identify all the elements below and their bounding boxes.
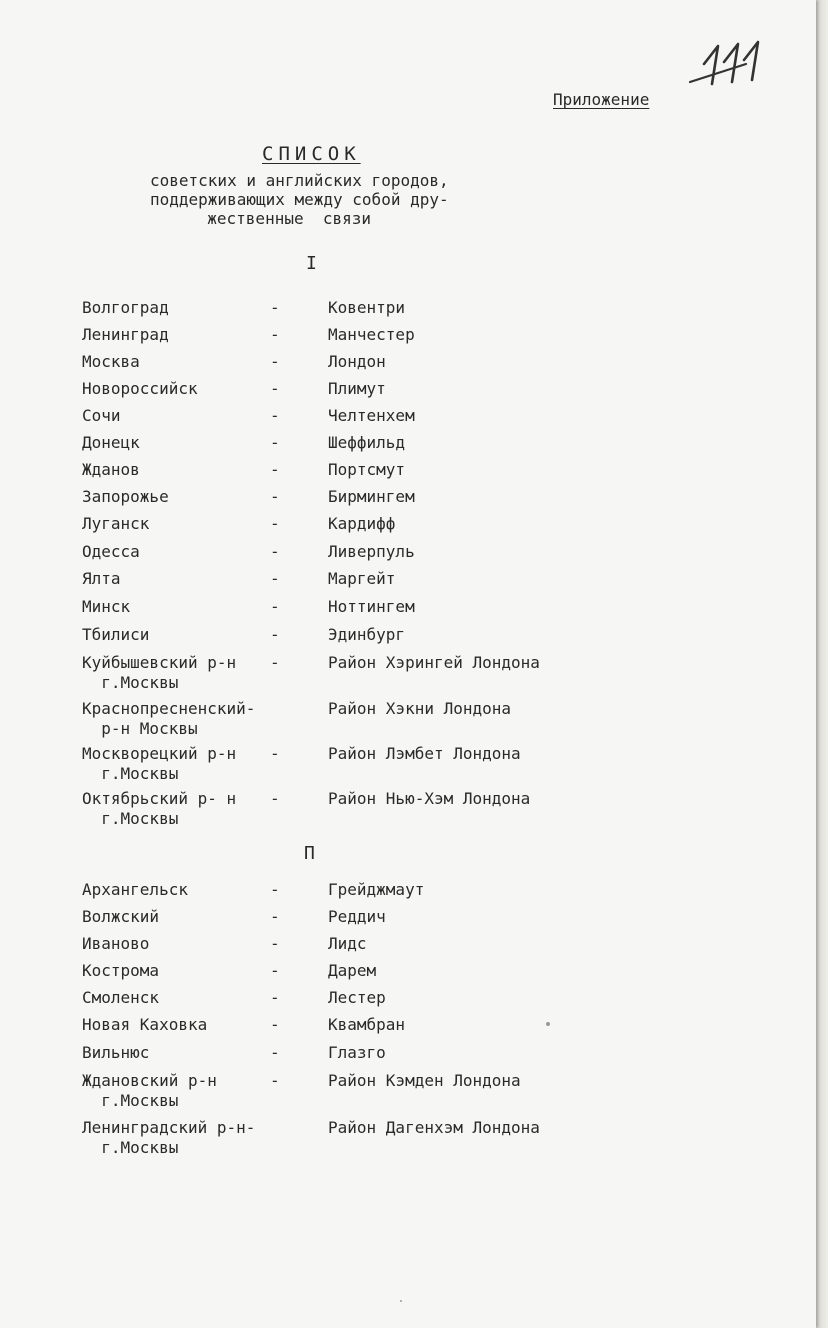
pair-dash: -: [270, 597, 280, 616]
section-heading-2: П: [304, 843, 315, 864]
soviet-city: Вильнюс: [82, 1043, 150, 1062]
british-city: Портсмут: [328, 460, 406, 479]
soviet-city: Смоленск: [82, 988, 160, 1007]
soviet-city: Жданов: [82, 460, 140, 479]
british-city: Грейджмаут: [328, 880, 425, 899]
pair-dash: -: [270, 352, 280, 371]
soviet-city: Москворецкий р-н г.Москвы: [82, 744, 237, 783]
pair-dash: -: [270, 379, 280, 398]
british-city: Шеффильд: [328, 433, 406, 452]
pair-dash: -: [270, 433, 280, 452]
soviet-city: Ждановский р-н г.Москвы: [82, 1071, 217, 1110]
british-city: Квамбран: [328, 1015, 406, 1034]
british-city: Маргейт: [328, 569, 396, 588]
british-city: Кардифф: [328, 514, 396, 533]
soviet-city: Волжский: [82, 907, 160, 926]
soviet-city: Архангельск: [82, 880, 188, 899]
pair-dash: -: [270, 487, 280, 506]
section-heading-1: I: [306, 253, 317, 274]
soviet-city: Запорожье: [82, 487, 169, 506]
british-city: Район Лэмбет Лондона: [328, 744, 521, 763]
soviet-city: Кострома: [82, 961, 160, 980]
british-city: Лондон: [328, 352, 386, 371]
soviet-city: Одесса: [82, 542, 140, 561]
british-city: Манчестер: [328, 325, 415, 344]
pair-dash: -: [270, 1015, 280, 1034]
subtitle-line: жественные связи: [188, 209, 372, 228]
pair-dash: -: [270, 988, 280, 1007]
pair-dash: -: [270, 789, 280, 808]
appendix-label: Приложение: [553, 90, 650, 109]
british-city: Район Нью-Хэм Лондона: [328, 789, 531, 808]
british-city: Район Хэкни Лондона: [328, 699, 512, 718]
subtitle-line: поддерживающих между собой дру-: [150, 190, 449, 209]
soviet-city: Волгоград: [82, 298, 169, 317]
british-city: Бирмингем: [328, 487, 415, 506]
british-city: Эдинбург: [328, 625, 406, 644]
british-city: Ковентри: [328, 298, 406, 317]
pair-dash: -: [270, 460, 280, 479]
pair-dash: -: [270, 961, 280, 980]
british-city: Ноттингем: [328, 597, 415, 616]
pair-dash: -: [270, 1071, 280, 1090]
pair-dash: -: [270, 325, 280, 344]
soviet-city: Тбилиси: [82, 625, 150, 644]
soviet-city: Новая Каховка: [82, 1015, 208, 1034]
british-city: Плимут: [328, 379, 386, 398]
british-city: Район Кэмден Лондона: [328, 1071, 521, 1090]
british-city: Реддич: [328, 907, 386, 926]
soviet-city: Ленинград: [82, 325, 169, 344]
pair-dash: -: [270, 907, 280, 926]
pair-dash: -: [270, 406, 280, 425]
soviet-city: Иваново: [82, 934, 150, 953]
soviet-city: Сочи: [82, 406, 121, 425]
paper-speck: [400, 1300, 402, 1302]
soviet-city: Краснопресненский- р-н Москвы: [82, 699, 256, 738]
pair-dash: -: [270, 625, 280, 644]
pair-dash: -: [270, 542, 280, 561]
document-subtitle: [150, 171, 530, 228]
pair-dash: -: [270, 514, 280, 533]
paper-edge: [816, 0, 828, 1328]
paper-speck: [546, 1022, 550, 1026]
soviet-city: Куйбышевский р-н г.Москвы: [82, 653, 237, 692]
pair-dash: -: [270, 298, 280, 317]
british-city: Глазго: [328, 1043, 386, 1062]
pair-dash: -: [270, 744, 280, 763]
soviet-city: Новороссийск: [82, 379, 198, 398]
pair-dash: -: [270, 569, 280, 588]
soviet-city: Ленинградский р-н- г.Москвы: [82, 1118, 256, 1157]
document-title: СПИСОК: [262, 143, 361, 165]
british-city: Ливерпуль: [328, 542, 415, 561]
british-city: Дарем: [328, 961, 377, 980]
british-city: Район Хэрингей Лондона: [328, 653, 540, 672]
british-city: Район Дагенхэм Лондона: [328, 1118, 540, 1137]
pair-dash: -: [270, 653, 280, 672]
british-city: Лидс: [328, 934, 367, 953]
pair-dash: -: [270, 880, 280, 899]
subtitle-line: советских и английских городов,: [150, 171, 449, 190]
handwritten-folio-number: [684, 34, 774, 90]
soviet-city: Москва: [82, 352, 140, 371]
pair-dash: -: [270, 1043, 280, 1062]
british-city: Челтенхем: [328, 406, 415, 425]
soviet-city: Ялта: [82, 569, 121, 588]
pair-dash: -: [270, 934, 280, 953]
soviet-city: Донецк: [82, 433, 140, 452]
british-city: Лестер: [328, 988, 386, 1007]
soviet-city: Луганск: [82, 514, 150, 533]
soviet-city: Минск: [82, 597, 131, 616]
soviet-city: Октябрьский р- н г.Москвы: [82, 789, 237, 828]
